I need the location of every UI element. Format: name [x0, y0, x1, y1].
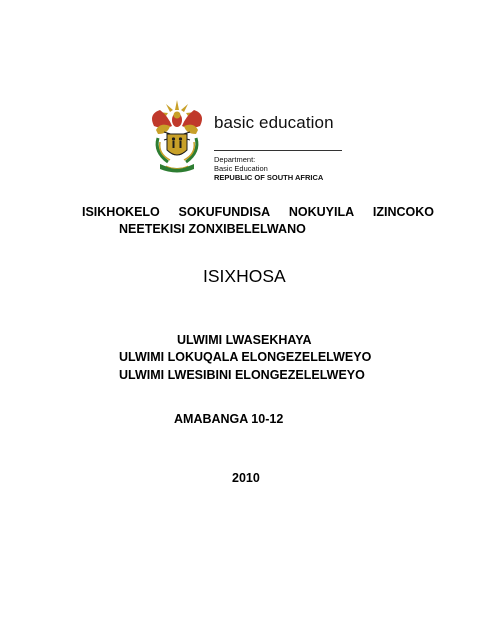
language-title: ISIXHOSA [203, 266, 286, 286]
brand-line-country: REPUBLIC OF SOUTH AFRICA [214, 173, 324, 182]
grades-label: AMABANGA 10-12 [174, 412, 284, 426]
department-brand [214, 113, 334, 182]
brand-title: basic education [214, 113, 334, 132]
brand-line-department: Department: [214, 155, 256, 164]
brand-line-basic-education: Basic Education [214, 164, 268, 173]
department-logo [146, 96, 346, 182]
coat-of-arms-icon [146, 96, 208, 176]
document-heading-line-1 [82, 205, 434, 219]
heading-word: NOKUYILA [288, 205, 355, 219]
brand-divider [214, 150, 342, 151]
heading-word: ISIKHOKELO [82, 205, 160, 219]
level-first-additional: ULWIMI LOKUQALA ELONGEZELELWEYO [119, 350, 372, 364]
document-heading-line-2: NEETEKISI ZONXIBELELWANO [119, 222, 306, 236]
level-home-language: ULWIMI LWASEKHAYA [177, 333, 312, 347]
level-second-additional: ULWIMI LWESIBINI ELONGEZELELWEYO [119, 368, 365, 382]
heading-word: IZINCOKO [372, 205, 434, 219]
year-label: 2010 [232, 471, 260, 485]
heading-word: SOKUFUNDISA [178, 205, 271, 219]
